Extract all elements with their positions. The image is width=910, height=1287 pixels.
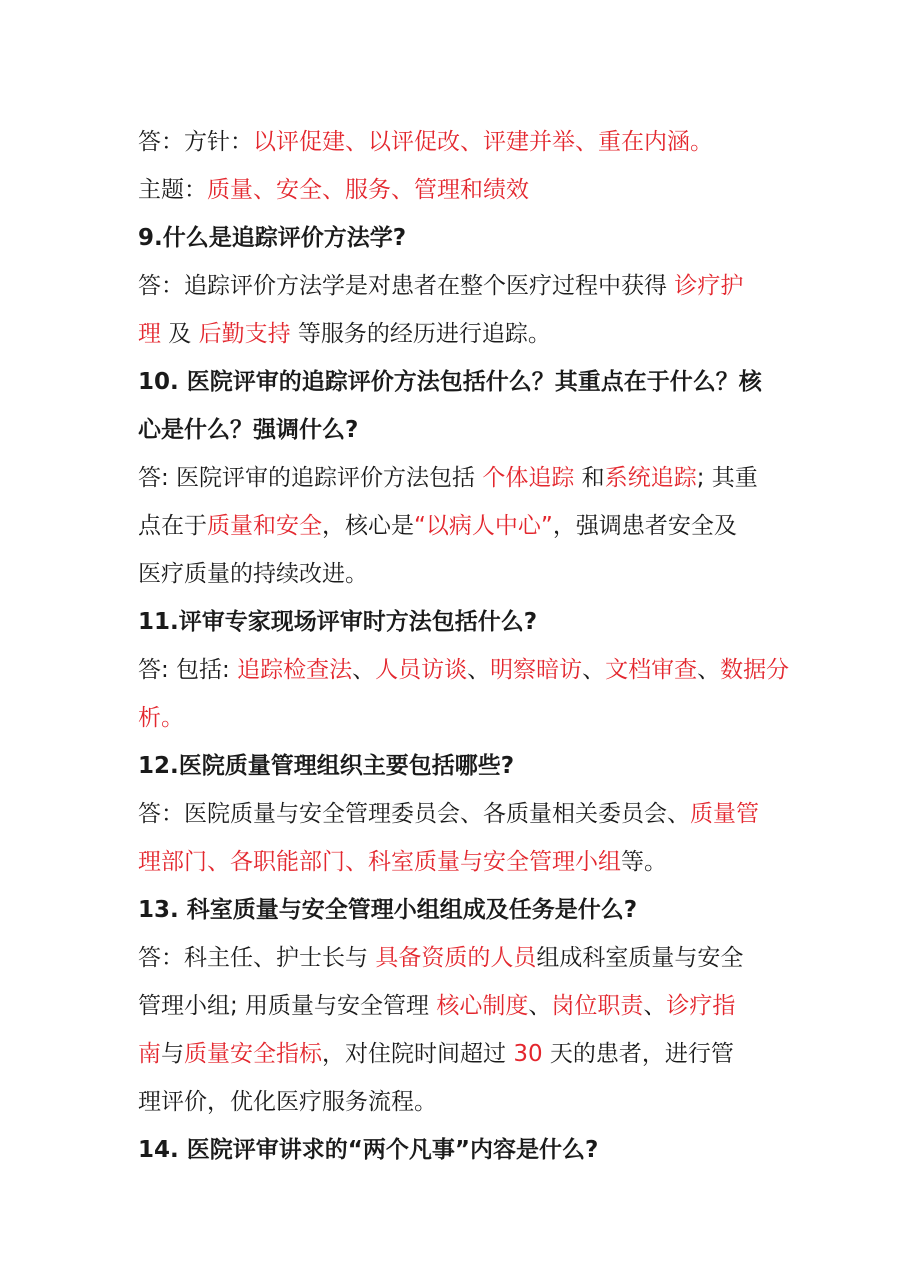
highlighted-text: 文档审查	[605, 657, 698, 683]
answer-line	[138, 934, 778, 982]
answer-line	[138, 454, 778, 502]
text-segment: 、	[352, 657, 376, 683]
text-segment: 和	[574, 465, 605, 491]
text-segment: 13. 科室质量与安全管理小组组成及任务是什么?	[138, 897, 638, 923]
text-segment: 答: 包括:	[138, 657, 238, 683]
text-segment: 答：追踪评价方法学是对患者在整个医疗过程中获得	[138, 273, 675, 299]
text-segment: 答：医院质量与安全管理委员会、各质量相关委员会、	[138, 801, 690, 827]
highlighted-text: 以评促建、以评促改、评建并举、重在内涵。	[253, 129, 713, 155]
text-segment: 等服务的经历进行追踪。	[290, 321, 551, 347]
text-segment: ，核心是	[322, 513, 414, 539]
text-segment: ，对住院时间超过	[322, 1041, 514, 1067]
highlighted-text: 南	[138, 1041, 161, 1067]
highlighted-text: 理部门、各职能部门、科室质量与安全管理小组	[138, 849, 621, 875]
text-segment: 理评价，优化医疗服务流程。	[138, 1089, 437, 1115]
answer-line	[138, 550, 778, 598]
highlighted-text: 个体追踪	[482, 465, 575, 491]
text-segment: 主题：	[138, 177, 207, 203]
highlighted-text: 核心制度	[436, 993, 529, 1019]
question-line	[138, 1126, 778, 1174]
highlighted-text: 诊疗护	[674, 273, 744, 299]
answer-line	[138, 166, 778, 214]
highlighted-text: 质量安全指标	[184, 1041, 322, 1067]
highlighted-text: 明察暗访	[490, 657, 583, 683]
text-segment: 11.评审专家现场评审时方法包括什么?	[138, 609, 538, 635]
text-segment: 、	[528, 993, 552, 1019]
answer-line	[138, 1030, 778, 1078]
answer-line	[138, 838, 778, 886]
highlighted-text: 岗位职责	[551, 993, 644, 1019]
text-segment: 心是什么？强调什么?	[138, 417, 359, 443]
text-segment: 组成科室质量与安全	[536, 945, 744, 971]
answer-line	[138, 262, 778, 310]
answer-line	[138, 1078, 778, 1126]
highlighted-text: 具备资质的人员	[375, 945, 537, 971]
text-segment: 与	[161, 1041, 184, 1067]
text-segment: 等。	[621, 849, 667, 875]
highlighted-text: 人员访谈	[375, 657, 468, 683]
highlighted-text: 理	[138, 321, 161, 347]
text-segment: 答：方针：	[138, 129, 253, 155]
text-segment: 答: 医院评审的追踪评价方法包括	[138, 465, 483, 491]
text-segment: 医疗质量的持续改进。	[138, 561, 368, 587]
highlighted-text: 质量和安全	[207, 513, 322, 539]
text-segment: 9.什么是追踪评价方法学?	[138, 225, 407, 251]
question-line	[138, 742, 778, 790]
answer-line	[138, 982, 778, 1030]
text-segment: 及	[161, 321, 199, 347]
text-segment: 、	[467, 657, 491, 683]
text-segment: ; 其重	[696, 465, 758, 491]
answer-line	[138, 502, 778, 550]
highlighted-text: 诊疗指	[666, 993, 736, 1019]
question-line	[138, 598, 778, 646]
question-line	[138, 886, 778, 934]
text-segment: 12.医院质量管理组织主要包括哪些?	[138, 753, 515, 779]
highlighted-text: 系统追踪	[604, 465, 697, 491]
text-segment: 、	[582, 657, 606, 683]
document-page	[138, 118, 790, 1174]
text-segment: 10. 医院评审的追踪评价方法包括什么？其重点在于什么？核	[138, 369, 762, 395]
highlighted-text: 数据分	[720, 657, 790, 683]
answer-line	[138, 694, 778, 742]
text-segment: 天的患者，进行管	[542, 1041, 734, 1067]
highlighted-text: 质量管	[690, 801, 759, 827]
answer-line	[138, 790, 778, 838]
highlighted-text: “以病人中心”	[414, 513, 553, 539]
question-line	[138, 358, 778, 406]
answer-line	[138, 118, 778, 166]
text-segment: ，强调患者安全及	[552, 513, 737, 539]
highlighted-text: 析。	[138, 705, 184, 731]
highlighted-text: 30	[513, 1041, 543, 1067]
text-segment: 答：科主任、护士长与	[138, 945, 376, 971]
text-segment: 、	[643, 993, 667, 1019]
text-segment: 、	[697, 657, 721, 683]
question-line	[138, 214, 778, 262]
highlighted-text: 后勤支持	[198, 321, 291, 347]
text-segment: 管理小组; 用质量与安全管理	[138, 993, 437, 1019]
answer-line	[138, 310, 778, 358]
text-segment: 14. 医院评审讲求的“两个凡事”内容是什么?	[138, 1137, 599, 1163]
highlighted-text: 质量、安全、服务、管理和绩效	[207, 177, 529, 203]
text-segment: 点在于	[138, 513, 207, 539]
question-line	[138, 406, 778, 454]
answer-line	[138, 646, 790, 694]
highlighted-text: 追踪检查法	[237, 657, 353, 683]
